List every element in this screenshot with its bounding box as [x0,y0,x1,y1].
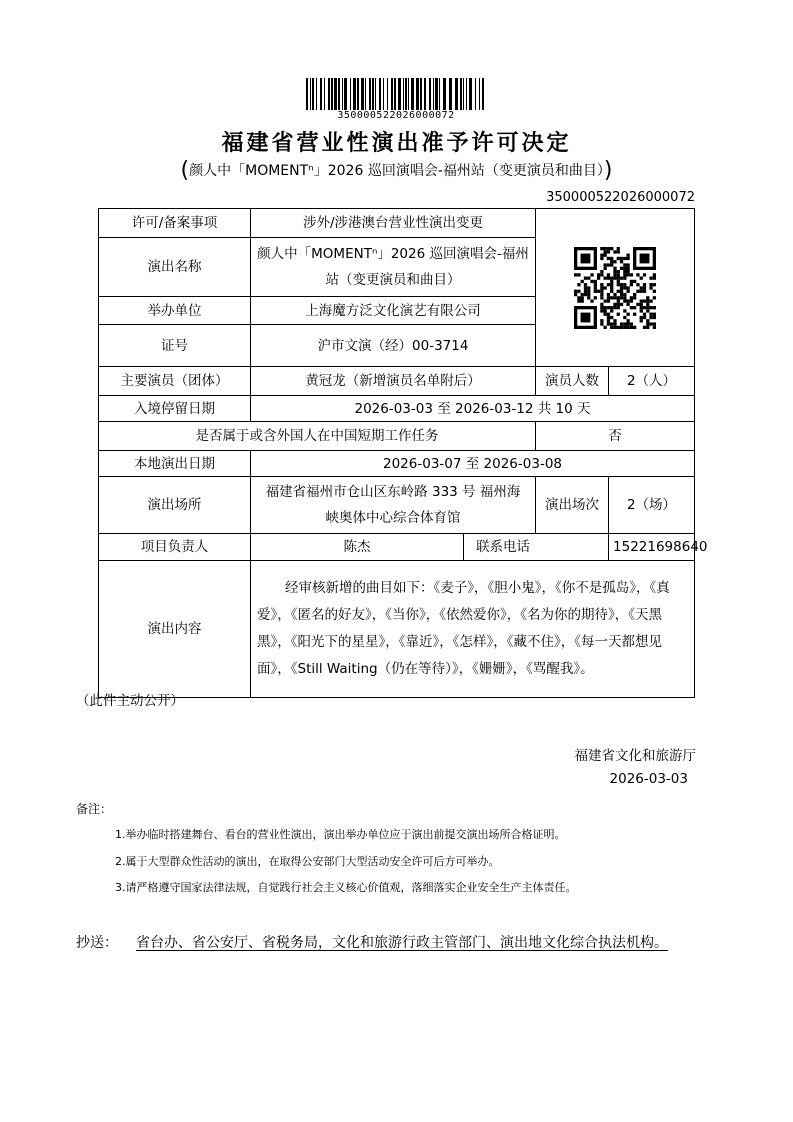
sessions-value: 2（场） [609,477,695,534]
foreign-work-value: 否 [536,422,695,451]
phone-label: 联系电话 [464,534,609,561]
main-performer-label: 主要演员（团体） [99,367,251,396]
remark-item: 1.举办临时搭建舞台、看台的营业性演出，演出举办单位应于演出前提交演出场所合格证明。 [115,828,566,841]
venue-value: 福建省福州市仓山区东岭路 333 号 福州海峡奥体中心综合体育馆 [251,477,536,534]
foreign-work-label: 是否属于或含外国人在中国短期工作任务 [99,422,536,451]
public-note: （此件主动公开） [76,693,184,709]
organizer-label: 举办单位 [99,297,251,325]
show-name-value: 颜人中「MOMENTⁿ」2026 巡回演唱会-福州站（变更演员和曲目） [251,238,536,297]
cc-line [76,932,668,952]
performer-count-label: 演员人数 [536,367,609,396]
license-type-label: 许可/备案事项 [99,209,251,238]
person-in-charge-label: 项目负责人 [99,534,251,561]
main-performer-value: 黄冠龙（新增演员名单附后） [251,367,536,396]
license-type-value: 涉外/涉港澳台营业性演出变更 [251,209,536,238]
issue-date: 2026-03-03 [609,771,688,787]
subtitle-text: 颜人中「MOMENTⁿ」2026 巡回演唱会-福州站（变更演员和曲目） [189,163,604,179]
show-name-label: 演出名称 [99,238,251,297]
organizer-value: 上海魔方泛文化演艺有限公司 [251,297,536,325]
local-dates-label: 本地演出日期 [99,451,251,477]
remark-item: 3.请严格遵守国家法律法规，自觉践行社会主义核心价值观，落细落实企业安全生产主体责任。 [115,881,577,894]
qr-cell [536,209,695,367]
content-label: 演出内容 [99,561,251,698]
performer-count-value: 2（人） [609,367,695,396]
license-table [98,208,708,698]
qr-code [574,247,656,329]
entry-stay-label: 入境停留日期 [99,396,251,422]
entry-stay-value: 2026-03-03 至 2026-03-12 共 10 天 [251,396,695,422]
phone-value: 15221698640 [609,534,695,561]
cc-label: 抄送： [76,935,118,951]
license-no-value: 沪市文演（经）00-3714 [251,325,536,367]
issuer-name: 福建省文化和旅游厅 [574,748,696,764]
remarks-label: 备注： [76,802,113,816]
document-number: 350000522026000072 [546,190,695,205]
document-title: 福建省营业性演出准予许可决定 [221,131,572,156]
barcode-graphic [306,78,486,110]
cc-recipients: 省台办、省公安厅、省税务局，文化和旅游行政主管部门、演出地文化综合执法机构。 [136,935,668,951]
license-no-label: 证号 [99,325,251,367]
person-in-charge-value: 陈杰 [251,534,464,561]
sessions-label: 演出场次 [536,477,609,534]
venue-label: 演出场所 [99,477,251,534]
remark-item: 2.属于大型群众性活动的演出，在取得公安部门大型活动安全许可后方可举办。 [115,855,500,868]
document-subtitle: (颜人中「MOMENTⁿ」2026 巡回演唱会-福州站（变更演员和曲目）) [180,158,613,183]
content-value: 经审核新增的曲目如下：《麦子》，《胆小鬼》，《你不是孤岛》，《真爱》，《匿名的好友》，《当你》，《依然爱你》，《名为你的期待》，《天黑黑》，《阳光下的星星》，《靠近》，《怎样》，《藏不住》，《每一天都想见面》，《Still Waiting（仍在等待）》，《姗姗》，《骂醒我》。 [251,561,695,698]
barcode-number: 350000522026000072 [337,110,455,121]
local-dates-value: 2026-03-07 至 2026-03-08 [251,451,695,477]
